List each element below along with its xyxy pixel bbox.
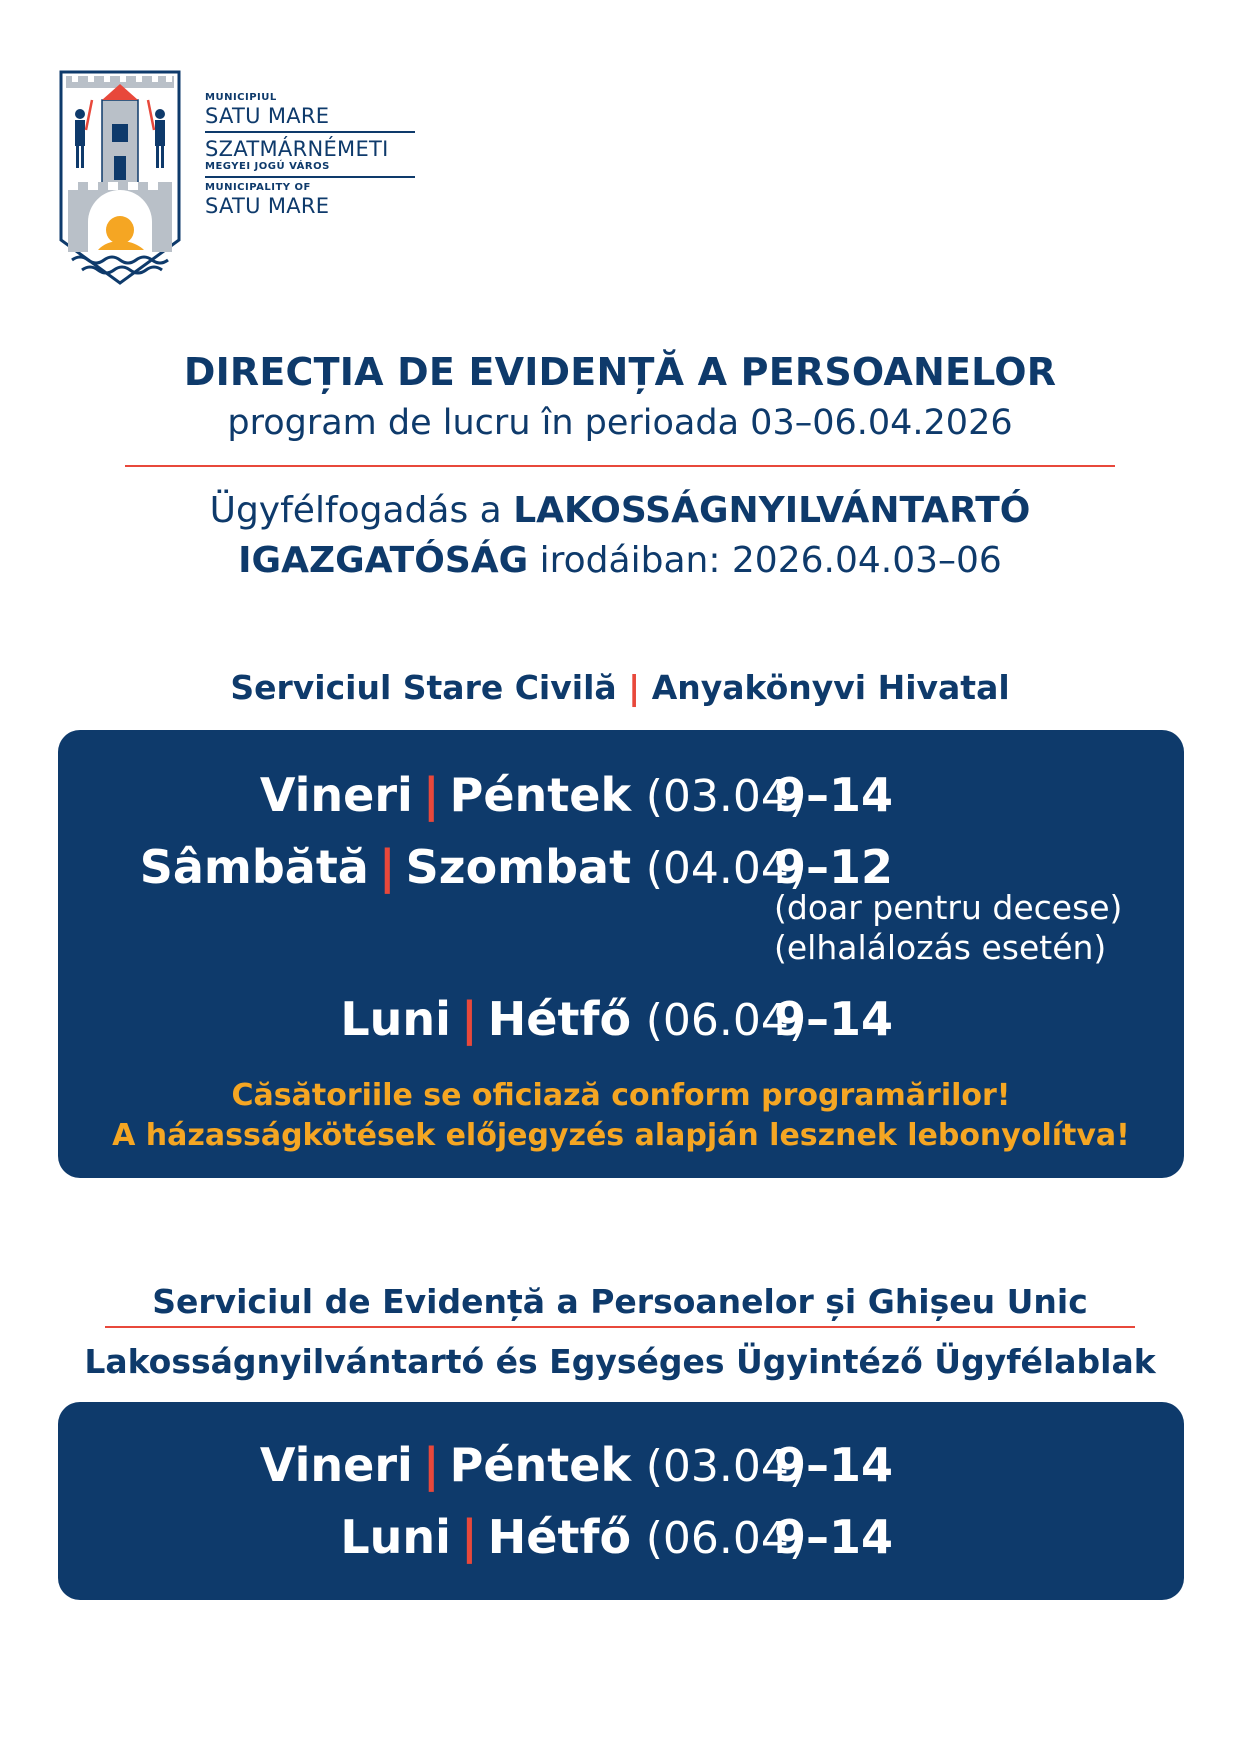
- section2-schedule-box: [58, 1402, 1184, 1600]
- wedding-notice-hu: A házasságkötések előjegyzés alapján lesznek lebonyolítva!: [112, 1118, 1130, 1153]
- day-separator: |: [460, 1510, 478, 1564]
- title-separator: |: [628, 668, 641, 707]
- schedule-hours: 9–14: [774, 1510, 894, 1564]
- logo-line2-big: SZATMÁRNÉMETI: [205, 137, 389, 161]
- day-ro: Luni: [340, 992, 451, 1046]
- schedule-row: [58, 1510, 1184, 1570]
- note-ro: (doar pentru decese): [774, 888, 1123, 927]
- schedule-day: [260, 1438, 806, 1492]
- schedule-row: [58, 992, 1184, 1052]
- schedule-day: [260, 768, 806, 822]
- hungarian-heading-line1: [0, 490, 1240, 531]
- schedule-hours: 9–12: [774, 840, 894, 894]
- header-divider: [125, 465, 1115, 467]
- logo-line1-big: SATU MARE: [205, 104, 330, 128]
- day-hu: Péntek: [449, 768, 632, 822]
- hu-bold2: IGAZGATÓSÁG: [238, 540, 529, 581]
- day-hu: Péntek: [449, 1438, 632, 1492]
- note-hu: (elhalálozás esetén): [774, 928, 1107, 967]
- section1-schedule-box: [58, 730, 1184, 1178]
- section1-title: [0, 668, 1240, 707]
- section1-title-ro: Serviciul Stare Civilă: [230, 668, 617, 707]
- day-ro: Vineri: [259, 768, 413, 822]
- hungarian-heading-line2: [0, 540, 1240, 581]
- page-subtitle: program de lucru în perioada 03–06.04.2026: [227, 403, 1013, 443]
- schedule-day: [340, 992, 806, 1046]
- hu-suffix: irodáiban: 2026.04.03–06: [539, 540, 1002, 581]
- day-separator: |: [460, 992, 478, 1046]
- day-separator: |: [422, 1438, 440, 1492]
- day-date: (03.04): [645, 771, 806, 822]
- logo-line2-small: MEGYEI JOGÚ VÁROS: [205, 161, 330, 172]
- day-date: (04.04): [645, 843, 806, 894]
- section2-divider: [105, 1326, 1135, 1328]
- section2-title-hu: Lakosságnyilvántartó és Egységes Ügyintéző Ügyfélablak: [84, 1342, 1156, 1381]
- day-hu: Hétfő: [487, 992, 632, 1046]
- day-hu: Hétfő: [487, 1510, 632, 1564]
- schedule-row: [58, 1438, 1184, 1498]
- day-ro: Vineri: [259, 1438, 413, 1492]
- section2-title-ro: Serviciul de Evidență a Persoanelor și Ghișeu Unic: [152, 1282, 1088, 1321]
- day-hu: Szombat: [405, 840, 632, 894]
- schedule-day: [340, 1510, 806, 1564]
- wedding-notice-ro: Căsătoriile se oficiază conform programărilor!: [231, 1078, 1011, 1113]
- schedule-row: [58, 768, 1184, 828]
- page-title: DIRECȚIA DE EVIDENȚĂ A PERSOANELOR: [183, 350, 1057, 394]
- section1-title-hu: Anyakönyvi Hivatal: [651, 668, 1010, 707]
- logo-line1-small: MUNICIPIUL: [205, 92, 277, 103]
- logo-divider: [205, 176, 415, 178]
- hu-prefix: Ügyfélfogadás a: [209, 490, 502, 531]
- logo-line3-big: SATU MARE: [205, 194, 330, 218]
- hu-bold1: LAKOSSÁGNYILVÁNTARTÓ: [513, 490, 1031, 531]
- day-date: (06.04): [645, 995, 806, 1046]
- day-separator: |: [378, 840, 396, 894]
- day-ro: Luni: [340, 1510, 451, 1564]
- municipality-name: [205, 92, 415, 218]
- day-separator: |: [422, 768, 440, 822]
- coat-of-arms-logo: [58, 70, 182, 286]
- logo-line3-small: MUNICIPALITY OF: [205, 182, 311, 193]
- schedule-hours: 9–14: [774, 768, 894, 822]
- day-date: (06.04): [645, 1513, 806, 1564]
- schedule-hours: 9–14: [774, 992, 894, 1046]
- logo-divider: [205, 131, 415, 133]
- schedule-hours: 9–14: [774, 1438, 894, 1492]
- day-date: (03.04): [645, 1441, 806, 1492]
- schedule-day: [140, 840, 806, 894]
- day-ro: Sâmbătă: [139, 840, 369, 894]
